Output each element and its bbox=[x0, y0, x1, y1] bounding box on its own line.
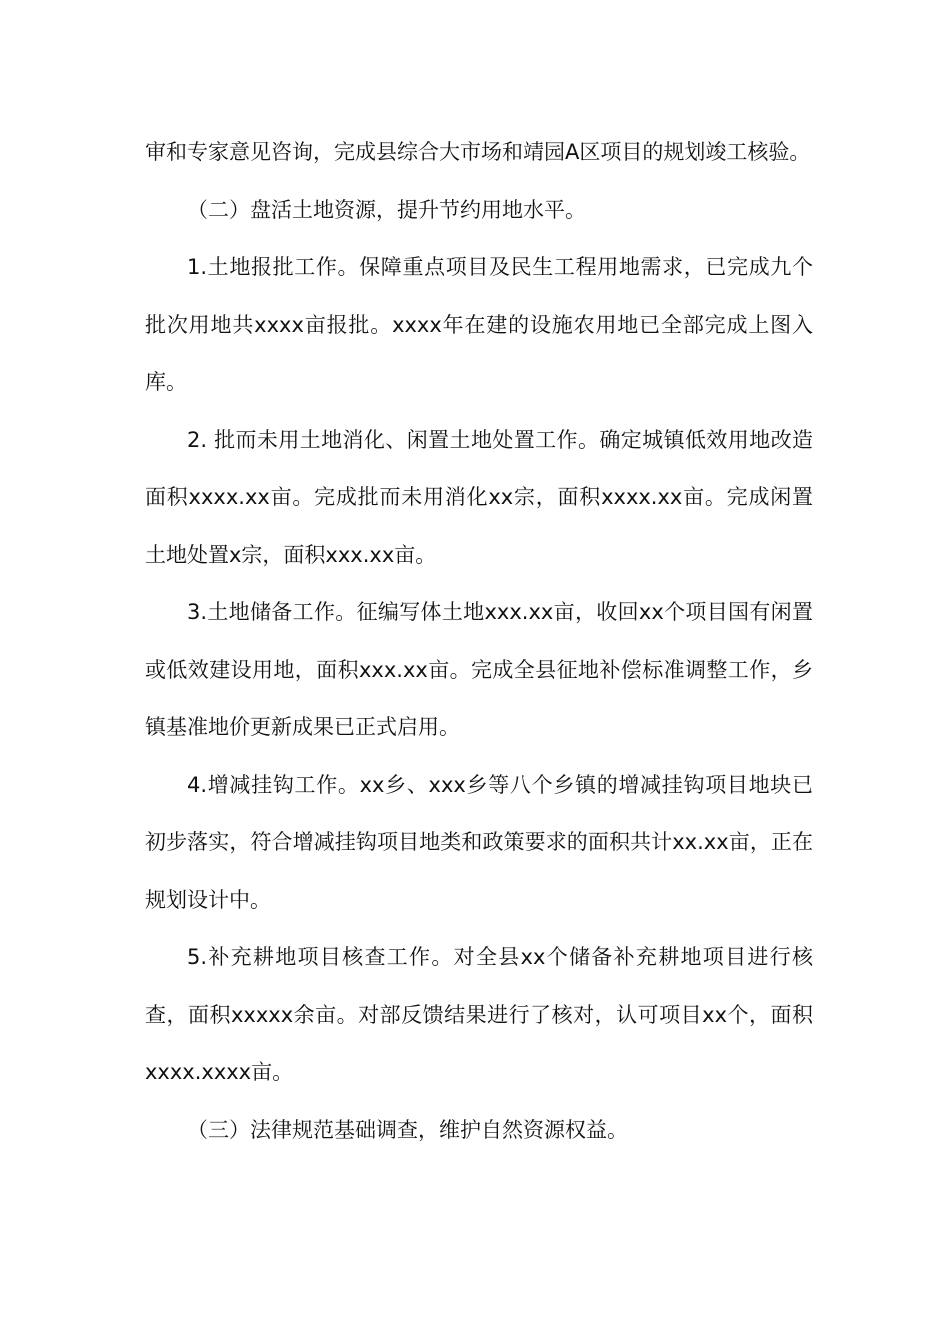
document-body bbox=[145, 124, 813, 1159]
paragraph-continuation: 审和专家意见咨询，完成县综合大市场和靖园A区项目的规划竣工核验。 bbox=[145, 140, 811, 164]
section-heading-2: （二）盘活土地资源，提升节约用地水平。 bbox=[187, 197, 586, 222]
paragraph-item-3: 3.土地储备工作。征编写体土地xxx.xx亩，收回xx个项目国有闲置或低效建设用地，面积xxx.xx亩。完成全县征地补偿标准调整工作，乡镇基准地价更新成果已正式启用。 bbox=[145, 600, 813, 739]
paragraph-item-5: 5.补充耕地项目核查工作。对全县xx个储备补充耕地项目进行核查，面积xxxxx余亩。对部反馈结果进行了核对，认可项目xx个，面积xxxx.xxxx亩。 bbox=[145, 945, 813, 1084]
paragraph-item-2: 2. 批而未用土地消化、闲置土地处置工作。确定城镇低效用地改造面积xxxx.xx亩。完成批而未用消化xx宗，面积xxxx.xx亩。完成闲置土地处置x宗，面积xxx.xx亩。 bbox=[145, 427, 813, 567]
paragraph-item-1: 1.土地报批工作。保障重点项目及民生工程用地需求，已完成九个批次用地共xxxx亩报批。xxxx年在建的设施农用地已全部完成上图入库。 bbox=[145, 255, 813, 394]
paragraph-item-4: 4.增减挂钩工作。xx乡、xxx乡等八个乡镇的增减挂钩项目地块已初步落实，符合增减挂钩项目地类和政策要求的面积共计xx.xx亩，正在规划设计中。 bbox=[145, 772, 813, 912]
section-heading-3: （三）法律规范基础调查，维护自然资源权益。 bbox=[187, 1117, 628, 1142]
